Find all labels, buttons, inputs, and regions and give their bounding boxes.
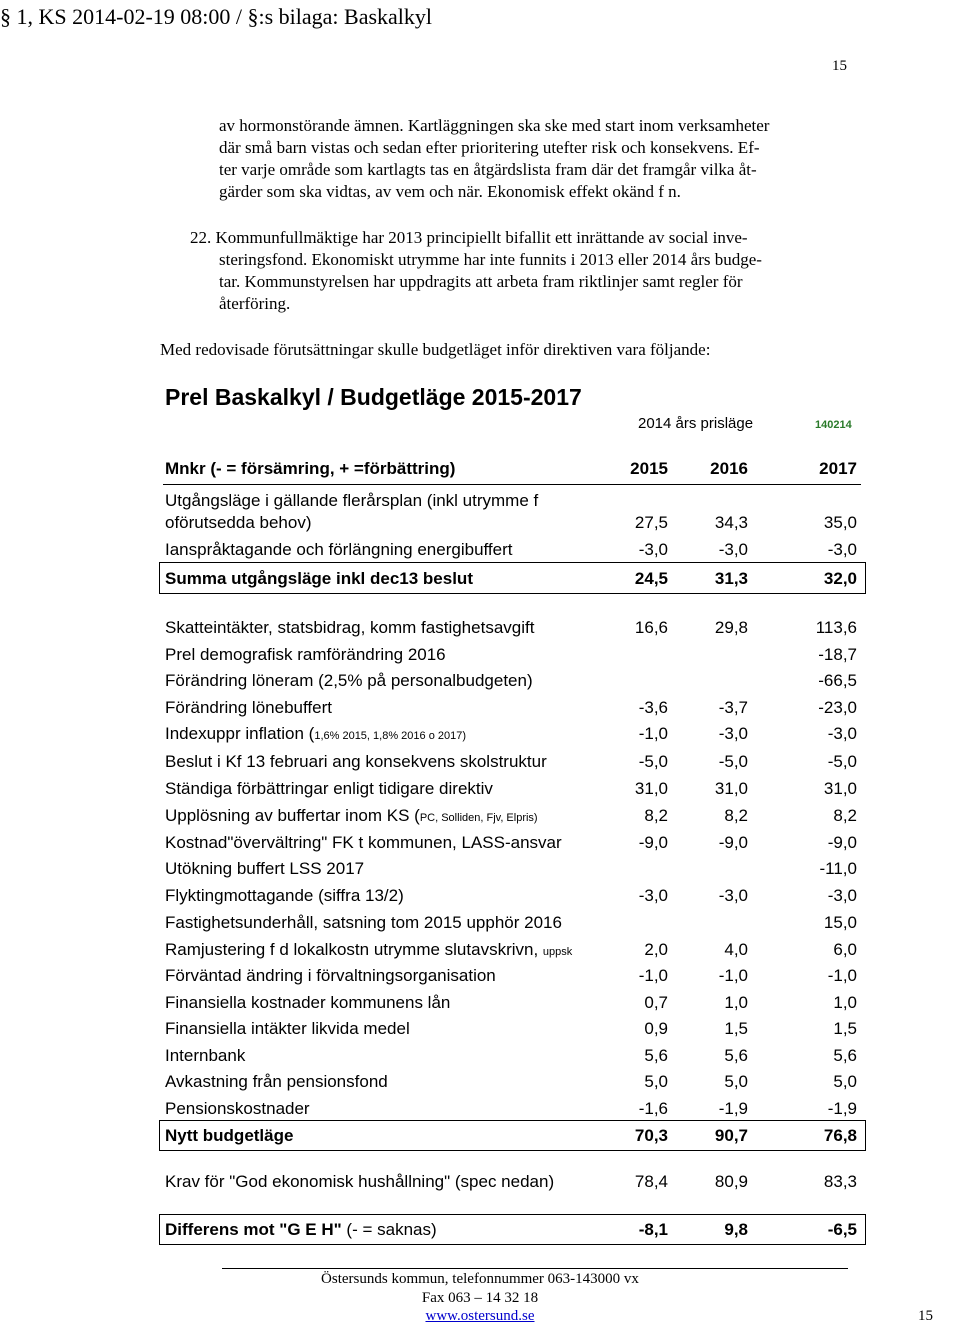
footer-rule [222,1268,848,1269]
cell-value: -1,0 [827,966,857,985]
table-row [165,966,857,990]
row-label: Prel demografisk ramförändring 2016 [165,645,446,664]
table-row [165,779,857,803]
cell-value: 2,0 [644,940,668,959]
price-level: 2014 års prisläge [638,415,754,432]
differens-row [165,1220,857,1244]
cell-value: -23,0 [818,698,857,717]
cell-value: -5,0 [827,752,857,771]
table-row [165,806,857,830]
table-row [165,833,857,857]
cell-value: 16,6 [634,618,668,637]
cell-value: -5,0 [638,752,668,771]
cell-value: 70,3 [634,1126,668,1145]
cell-value: 4,0 [724,940,748,959]
table-row [165,752,857,776]
cell-value: -3,0 [827,540,857,559]
row-label [165,940,572,960]
intro-text: Med redovisade förutsättningar skulle budgetläget inför direktiven vara följande: [160,340,711,359]
cell-value: -9,0 [638,833,668,852]
krav-row [165,1172,857,1196]
row-label: Krav för "God ekonomisk hushållning" (spec nedan) [165,1172,555,1191]
cell-value: 1,5 [833,1019,857,1038]
row-label: Finansiella intäkter likvida medel [165,1019,410,1038]
year-2016: 2016 [710,459,748,478]
row-label: Förändring löneram (2,5% på personalbudgeten) [165,671,533,690]
cell-value: 80,9 [714,1172,748,1191]
cell-value: -3,0 [827,886,857,905]
cell-value: -3,0 [718,540,748,559]
cell-value: 90,7 [714,1126,748,1145]
cell-value: 31,0 [823,779,857,798]
cell-value: 8,2 [833,806,857,825]
cell-value: 78,4 [634,1172,668,1191]
cell-value: -1,0 [638,966,668,985]
cell-value: 5,0 [644,1072,668,1091]
nytt-budgetlage-row [165,1126,857,1150]
row-label: Fastighetsunderhåll, satsning tom 2015 upphör 2016 [165,913,562,932]
cell-value: 24,5 [634,569,668,588]
row-label: Ianspråktagande och förlängning energibuffert [165,540,513,559]
footer-line [0,1308,960,1325]
cell-value: -1,9 [718,1099,748,1118]
table-row [165,671,857,695]
cell-value: -5,0 [718,752,748,771]
label-main: Ramjustering f d lokalkostn utrymme slutavskrivn, [165,940,543,959]
table-row [165,491,857,515]
table-title: Prel Baskalkyl / Budgetläge 2015-2017 [165,384,582,410]
cell-value: 5,0 [724,1072,748,1091]
cell-value: 1,0 [724,993,748,1012]
cell-value: 83,3 [823,1172,857,1191]
year-2017: 2017 [819,459,857,478]
paragraph-line: gärder som ska vidtas, av vem och när. Ekonomisk effekt okänd f n. [219,182,681,201]
header-label: Mnkr (- = försämring, + =förbättring) [165,459,456,478]
cell-value: -9,0 [827,833,857,852]
table-row [165,859,857,883]
cell-value: 27,5 [634,513,668,532]
cell-value: 9,8 [724,1220,748,1239]
label-main: Differens mot "G E H" [165,1220,342,1239]
row-label: Beslut i Kf 13 februari ang konsekvens skolstruktur [165,752,547,771]
cell-value: -1,6 [638,1099,668,1118]
cell-value: -8,1 [638,1220,668,1239]
row-label: Ständiga förbättringar enligt tidigare direktiv [165,779,493,798]
row-label [165,806,538,826]
cell-value: 5,6 [644,1046,668,1065]
paragraph-line: där små barn vistas och sedan efter prioritering utefter risk och konsekvens. Ef- [219,138,760,157]
row-label: Utgångsläge i gällande flerårsplan (inkl utrymme f [165,491,539,510]
cell-value: -18,7 [818,645,857,664]
row-label [165,1220,437,1240]
footer-line: Fax 063 – 14 32 18 [421,1290,539,1306]
row-label [165,724,466,744]
table-row [165,645,857,669]
table-row [165,940,857,964]
footer-website-link[interactable]: www.ostersund.se [425,1308,535,1324]
footer-line: Östersunds kommun, telefonnummer 063-143000 vx [321,1271,639,1287]
cell-value: 34,3 [714,513,748,532]
cell-value: 29,8 [714,618,748,637]
cell-value: 6,0 [833,940,857,959]
label-note: 1,6% 2015, 1,8% 2016 o 2017) [314,730,467,742]
table-row [165,540,857,564]
row-label: Flyktingmottagande (siffra 13/2) [165,886,404,905]
price-code: 140214 [815,419,852,431]
cell-value: -3,0 [827,724,857,743]
paragraph-line: av hormonstörande ämnen. Kartläggningen ska ske med start inom verksamheter [219,116,770,135]
row-label: Förväntad ändring i förvaltningsorganisation [165,966,496,985]
cell-value: 76,8 [823,1126,857,1145]
label-main: Upplösning av buffertar inom KS ( [165,806,420,825]
cell-value: -3,0 [638,540,668,559]
year-2015: 2015 [630,459,668,478]
page-number-top: 15 [832,58,847,74]
row-label: Finansiella kostnader kommunens lån [165,993,451,1012]
cell-value: -66,5 [818,671,857,690]
table-row [165,698,857,722]
cell-value: -3,0 [718,886,748,905]
cell-value: -3,6 [638,698,668,717]
table-row [165,886,857,910]
cell-value: -3,0 [718,724,748,743]
row-label: Nytt budgetläge [165,1126,294,1145]
document-header: § 1, KS 2014-02-19 08:00 / §:s bilaga: Baskalkyl [0,4,433,29]
cell-value: 5,6 [833,1046,857,1065]
cell-value: -1,0 [718,966,748,985]
cell-value: 15,0 [823,913,857,932]
cell-value: -6,5 [827,1220,857,1239]
cell-value: -1,9 [827,1099,857,1118]
cell-value: -3,0 [638,886,668,905]
cell-value: 8,2 [644,806,668,825]
cell-value: -9,0 [718,833,748,852]
label-note: uppsk [542,946,573,958]
cell-value: 32,0 [823,569,857,588]
cell-value: 8,2 [724,806,748,825]
cell-value: 35,0 [823,513,857,532]
table-row [165,513,857,537]
page-number-bottom: 15 [918,1308,933,1324]
table-row [165,618,857,642]
table-row [165,993,857,1017]
table-row [165,1019,857,1043]
table-row [165,1072,857,1096]
row-label: Skatteintäkter, statsbidrag, komm fastighetsavgift [165,618,535,637]
cell-value: 1,0 [833,993,857,1012]
label-main: Indexuppr inflation ( [165,724,315,743]
table-row [165,724,857,748]
cell-value: 31,0 [634,779,668,798]
table-row [165,913,857,937]
paragraph-line: tar. Kommunstyrelsen har uppdragits att arbeta fram riktlinjer samt regler för [219,272,743,291]
cell-value: 0,9 [644,1019,668,1038]
cell-value: 31,3 [714,569,748,588]
row-label: Summa utgångsläge inkl dec13 beslut [165,569,473,588]
cell-value: 31,0 [714,779,748,798]
cell-value: -11,0 [819,859,857,878]
cell-value: 1,5 [724,1019,748,1038]
row-label: Avkastning från pensionsfond [165,1072,388,1091]
header-rule [163,484,861,485]
row-label: Kostnad"övervältring" FK t kommunen, LASS-ansvar [165,833,562,852]
cell-value: -1,0 [638,724,668,743]
cell-value: -3,7 [718,698,748,717]
row-label: Pensionskostnader [165,1099,310,1118]
summa-row [165,569,857,593]
paragraph-line: återföring. [219,294,291,313]
label-note: (- = saknas) [341,1220,437,1239]
cell-value: 113,6 [815,618,857,637]
cell-value: 0,7 [644,993,668,1012]
paragraph-line: 22. Kommunfullmäktige har 2013 principiellt bifallit ett inrättande av social inve- [190,228,748,247]
table-header-row [165,459,857,483]
paragraph-line: ter varje område som kartlagts tas en åtgärdslista fram där det framgår vilka åt- [219,160,757,179]
table-row [165,1046,857,1070]
cell-value: 5,0 [833,1072,857,1091]
label-note: PC, Solliden, Fjv, Elpris) [419,812,538,824]
cell-value: 5,6 [724,1046,748,1065]
row-label: oförutsedda behov) [165,513,312,532]
paragraph-line: steringsfond. Ekonomiskt utrymme har inte funnits i 2013 eller 2014 års budge- [219,250,762,269]
row-label: Utökning buffert LSS 2017 [165,859,365,878]
row-label: Förändring lönebuffert [165,698,332,717]
row-label: Internbank [165,1046,246,1065]
